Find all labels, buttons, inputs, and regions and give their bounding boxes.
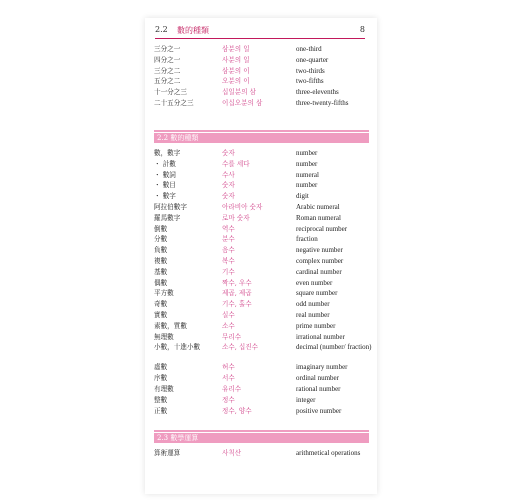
- section-22-title: 2.2 數的種類: [157, 134, 199, 142]
- term-row: [154, 224, 369, 235]
- chinese-term: 小數，十進小數: [154, 343, 201, 352]
- english-term: real number: [296, 310, 330, 319]
- chinese-term: 三分之二: [154, 66, 181, 75]
- dictionary-page: [145, 18, 377, 494]
- term-row: [154, 362, 369, 373]
- chinese-term: 五分之二: [154, 77, 181, 86]
- korean-term: 기수: [222, 267, 235, 276]
- term-row: [154, 267, 369, 278]
- chinese-term: 分數: [154, 235, 168, 244]
- english-term: even number: [296, 278, 333, 287]
- english-term: two-thirds: [296, 66, 325, 75]
- chinese-term: 實數: [154, 310, 168, 319]
- section-divider: [154, 430, 369, 432]
- fraction-terms-list: [154, 44, 369, 109]
- page-number: 8: [359, 25, 365, 34]
- term-row: [154, 55, 369, 66]
- english-term: three-twenty-fifths: [296, 98, 349, 107]
- term-row: [154, 321, 369, 332]
- header-section-title: 數的種類: [177, 26, 209, 35]
- chinese-term: ・ 數字: [154, 192, 176, 201]
- section-23-title: 2.3 數學運算: [157, 434, 199, 442]
- header-section-number: 2.2: [155, 25, 168, 34]
- chinese-term: 十一分之三: [154, 88, 187, 97]
- chinese-term: 正數: [154, 406, 168, 415]
- english-term: one-third: [296, 45, 322, 53]
- term-row: [154, 256, 369, 267]
- korean-term: 유리수: [222, 384, 242, 393]
- term-row: [154, 342, 372, 362]
- chinese-term: 三分之一: [154, 45, 181, 53]
- english-term: ordinal number: [296, 374, 339, 383]
- korean-term: 이십오분의 삼: [222, 98, 263, 107]
- korean-term: 수사: [222, 170, 235, 179]
- english-term: three-elevenths: [296, 88, 339, 97]
- english-term: positive number: [296, 406, 342, 415]
- english-term: integer: [296, 395, 316, 404]
- english-term: irrational number: [296, 332, 345, 341]
- chinese-term: 四分之一: [154, 55, 181, 64]
- term-row: [154, 278, 369, 289]
- term-row: [154, 234, 369, 245]
- chinese-term: 二十五分之三: [154, 98, 194, 107]
- korean-term: 숫자: [222, 149, 235, 157]
- term-row: [154, 373, 369, 384]
- english-term: cardinal number: [296, 267, 342, 276]
- chinese-term: 基數: [154, 267, 168, 276]
- term-row: [154, 202, 369, 213]
- korean-term: 제곱, 제곱: [222, 289, 252, 298]
- section-23-heading: [154, 433, 369, 443]
- korean-term: 소수: [222, 321, 235, 330]
- english-term: complex number: [296, 256, 344, 265]
- english-term: number: [296, 159, 318, 168]
- english-term: decimal (number/ fraction): [296, 343, 372, 352]
- term-row: [154, 87, 369, 98]
- term-row: [154, 180, 369, 191]
- korean-term: 짝수, 우수: [222, 278, 252, 287]
- term-row: [154, 213, 369, 224]
- chinese-term: 無理數: [154, 332, 174, 341]
- english-term: prime number: [296, 321, 336, 330]
- chinese-term: 素數，質數: [154, 321, 187, 330]
- english-term: digit: [296, 192, 309, 201]
- english-term: numeral: [296, 170, 319, 179]
- header-rule: [155, 38, 365, 39]
- korean-term: 아라비아 숫자: [222, 202, 263, 211]
- term-row: [154, 191, 369, 202]
- term-row: [154, 310, 369, 321]
- chinese-term: 負數: [154, 246, 168, 255]
- korean-term: 실수: [222, 310, 235, 319]
- english-term: two-fifths: [296, 77, 324, 86]
- chinese-term: ・ 數詞: [154, 170, 176, 179]
- korean-term: 분수: [222, 235, 235, 244]
- chinese-term: 整數: [154, 395, 168, 404]
- chinese-term: 倒數: [154, 224, 168, 233]
- english-term: number: [296, 181, 318, 190]
- korean-term: 복수: [222, 256, 235, 265]
- korean-term: 정수, 양수: [222, 406, 252, 415]
- chinese-term: ・ 數目: [154, 181, 176, 190]
- english-term: Roman numeral: [296, 213, 341, 222]
- term-row: [154, 406, 369, 417]
- chinese-term: 羅馬數字: [154, 213, 181, 222]
- korean-term: 역수: [222, 224, 235, 233]
- korean-term: 삼분의 이: [222, 66, 250, 75]
- chinese-term: 算術運算: [154, 449, 181, 457]
- section-22-heading: [154, 133, 369, 143]
- english-term: rational number: [296, 384, 341, 393]
- chinese-term: 奇數: [154, 300, 168, 309]
- korean-term: 숫자: [222, 192, 235, 201]
- term-row: [154, 332, 369, 343]
- term-row: [154, 148, 369, 159]
- korean-term: 수를 세다: [222, 159, 250, 168]
- english-term: arithmetical operations: [296, 449, 361, 457]
- korean-term: 로마 숫자: [222, 213, 250, 222]
- term-row: [154, 44, 369, 55]
- term-row: [154, 299, 369, 310]
- chinese-term: 序數: [154, 374, 168, 383]
- chinese-term: 阿拉伯數字: [154, 202, 187, 211]
- english-term: imaginary number: [296, 363, 348, 372]
- english-term: number: [296, 149, 318, 157]
- korean-term: 서수: [222, 374, 235, 383]
- korean-term: 정수: [222, 395, 235, 404]
- korean-term: 십일분의 삼: [222, 88, 256, 97]
- term-row: [154, 159, 369, 170]
- term-row: [154, 76, 369, 87]
- korean-term: 오분의 이: [222, 77, 250, 86]
- korean-term: 소수, 십진수: [222, 343, 259, 352]
- term-row: [154, 98, 369, 109]
- number-types-list: [154, 148, 372, 416]
- english-term: negative number: [296, 246, 343, 255]
- korean-term: 허수: [222, 363, 235, 372]
- chinese-term: 複數: [154, 256, 168, 265]
- korean-term: 삼분의 일: [222, 45, 250, 53]
- english-term: fraction: [296, 235, 318, 244]
- chinese-term: 偶數: [154, 278, 168, 287]
- chinese-term: 有理數: [154, 384, 174, 393]
- term-row: [154, 384, 369, 395]
- term-row: [154, 66, 369, 77]
- chinese-term: 平方數: [154, 289, 174, 298]
- english-term: odd number: [296, 300, 330, 309]
- term-row: [154, 448, 369, 468]
- chinese-term: 數，數字: [154, 149, 181, 157]
- english-term: one-quarter: [296, 55, 329, 64]
- term-row: [154, 245, 369, 256]
- chinese-term: 虛數: [154, 363, 168, 372]
- term-row: [154, 395, 369, 406]
- page-header: [155, 25, 365, 39]
- korean-term: 음수: [222, 246, 235, 255]
- korean-term: 사칙산: [222, 449, 242, 457]
- english-term: reciprocal number: [296, 224, 348, 233]
- chinese-term: ・ 計數: [154, 159, 176, 168]
- operations-list: [154, 448, 369, 468]
- term-row: [154, 288, 369, 299]
- term-row: [154, 170, 369, 181]
- english-term: square number: [296, 289, 338, 298]
- english-term: Arabic numeral: [296, 202, 340, 211]
- korean-term: 무리수: [222, 332, 242, 341]
- section-divider: [154, 130, 369, 132]
- korean-term: 사분의 일: [222, 55, 250, 64]
- korean-term: 숫자: [222, 181, 235, 190]
- korean-term: 기수, 홀수: [222, 300, 252, 309]
